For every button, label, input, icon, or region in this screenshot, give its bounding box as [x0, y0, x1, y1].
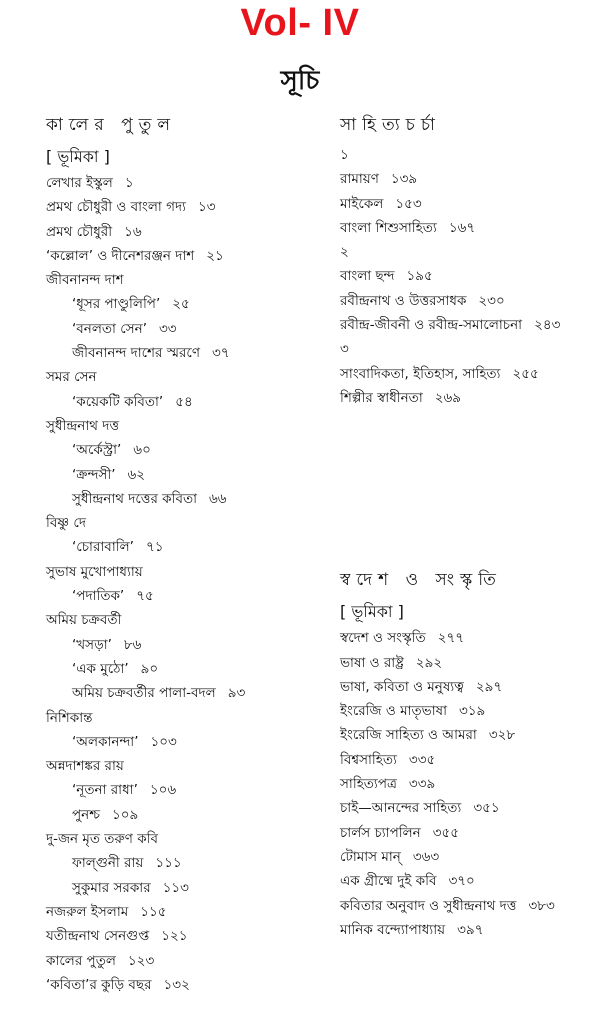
toc-entry	[340, 265, 595, 289]
toc-entry	[340, 652, 595, 676]
toc-entry	[340, 338, 595, 362]
toc-entry-title: পুনশ্চ	[72, 806, 100, 823]
toc-entry	[340, 217, 595, 241]
toc-entry-page: ২৫	[172, 296, 190, 313]
toc-entry-title: ‘চোরাবালি’	[72, 539, 134, 556]
toc-entry-page: ২৫৫	[512, 365, 539, 382]
toc-entry-page: ৩১৯	[459, 703, 486, 720]
page-heading: সূচি	[280, 66, 320, 96]
toc-entry-page: ২৩০	[478, 292, 505, 309]
toc-entry-title: বিষ্ণু দে	[46, 515, 86, 532]
toc-entry-page: ৭৫	[136, 588, 154, 605]
toc-entry-title: সমর সেন	[46, 369, 97, 386]
toc-entry	[46, 293, 321, 317]
toc-entry	[340, 676, 595, 700]
toc-entry-title: শিল্পীর স্বাধীনতা	[340, 389, 423, 406]
volume-label: Vol- IV	[240, 2, 360, 44]
toc-entry-page: ১৩৯	[390, 171, 418, 188]
toc-entry	[46, 391, 321, 415]
toc-entry-title: এক গ্রীষ্মে দুই কবি	[340, 873, 437, 890]
toc-entry-page: ১৬৭	[448, 219, 476, 236]
toc-entry-title: নিশিকান্ত	[46, 709, 93, 726]
toc-entry-title: ‘কল্লোল’ ও দীনেশরঞ্জন দাশ	[46, 247, 195, 264]
toc-entry-title: সুভাষ মুখোপাধ্যায়	[46, 563, 143, 580]
toc-entry-page: ১০৬	[149, 782, 177, 799]
toc-entry-title: বাংলা ছন্দ	[340, 268, 395, 285]
toc-entry	[46, 852, 321, 876]
toc-entry-page: ৩৩	[159, 320, 177, 337]
toc-entry-page: ১১৫	[140, 903, 167, 920]
toc-entry-title: ভাষা, কবিতা ও মনুষ্যত্ব	[340, 678, 464, 695]
toc-entry-page: ৫৪	[175, 393, 193, 410]
toc-entry	[46, 707, 321, 731]
toc-entry	[340, 822, 595, 846]
toc-entry-title: রবীন্দ্রনাথ ও উত্তরসাধক	[340, 292, 467, 309]
toc-entry-page: ১১১	[155, 855, 182, 872]
spacer	[340, 411, 595, 567]
toc-entry-page: ১৬	[124, 223, 142, 240]
toc-entry-title: রবীন্দ্র-জীবনী ও রবীন্দ্র-সমালোচনা	[340, 317, 523, 334]
toc-entry	[340, 387, 595, 411]
toc-entry-title: ‘এক মুঠো’	[72, 660, 129, 677]
toc-entry-page: ৩৫১	[473, 800, 500, 817]
toc-entry	[340, 627, 595, 651]
toc-entry	[46, 634, 321, 658]
toc-entry-page: ৮৬	[123, 636, 142, 653]
toc-entry	[46, 342, 321, 366]
toc-entry-title: ‘ধূসর পাণ্ডুলিপি’	[72, 296, 161, 313]
toc-entry-title: নজরুল ইসলাম	[46, 903, 129, 920]
toc-entry	[46, 415, 321, 439]
toc-entry-title: বিশ্বসাহিত্য	[340, 751, 397, 768]
toc-entry-title: ‘বনলতা সেন’	[72, 320, 148, 337]
toc-entry-title: ফাল্গুনী রায়	[72, 855, 144, 872]
toc-entry	[340, 144, 595, 168]
toc-entry	[340, 314, 595, 338]
toc-entry-title: ‘অলকানন্দা’	[72, 733, 139, 750]
toc-entry-page: ৩৩৫	[408, 751, 436, 768]
toc-entry-page: ১২১	[161, 928, 188, 945]
toc-entry	[46, 245, 321, 269]
toc-entry-title: মানিক বন্দ্যোপাধ্যায়	[340, 921, 446, 938]
toc-entry-title: ‘নূতনা রাধা’	[72, 782, 138, 799]
toc-entry-title: কালের পুতুল	[46, 952, 116, 969]
toc-entry-title: ৩	[340, 341, 349, 358]
toc-entry-title: রামায়ণ	[340, 171, 379, 188]
toc-entry	[340, 168, 595, 192]
toc-entry-title: ‘পদাতিক’	[72, 588, 125, 605]
toc-entry	[340, 700, 595, 724]
toc-list-left	[46, 172, 321, 998]
toc-entry-page: ১১৩	[162, 879, 189, 896]
toc-entry-title: জীবনানন্দ দাশের স্মরণে	[72, 345, 200, 362]
toc-entry-title: যতীন্দ্রনাথ সেনগুপ্ত	[46, 928, 150, 945]
toc-entry-page: ১০৩	[150, 733, 177, 750]
toc-entry	[340, 773, 595, 797]
toc-entry-title: অমিয় চক্রবর্তী	[46, 612, 122, 629]
toc-entry-title: চাই—আনন্দের সাহিত্য	[340, 800, 462, 817]
toc-entry-title: সুধীন্দ্রনাথ দত্ত	[46, 417, 120, 434]
toc-entry	[340, 797, 595, 821]
toc-entry-title: দু-জন মৃত তরুণ কবি	[46, 831, 159, 848]
section-title-kaler-putul: কালের পুতুল	[46, 115, 177, 135]
toc-entry-page: ২৯২	[415, 654, 443, 671]
toc-entry-page: ৬০	[133, 442, 151, 459]
toc-entry	[46, 609, 321, 633]
toc-entry	[46, 658, 321, 682]
toc-entry	[46, 804, 321, 828]
toc-entry-title: ইংরেজি সাহিত্য ও আমরা	[340, 727, 477, 744]
toc-entry-title: মাইকেল	[340, 195, 384, 212]
toc-entry	[340, 193, 595, 217]
toc-entry-page: ২৬৯	[434, 389, 462, 406]
toc-entry	[46, 950, 321, 974]
toc-entry-page: ৩৩৯	[408, 776, 436, 793]
toc-entry-title: ভাষা ও রাষ্ট্র	[340, 654, 404, 671]
toc-entry	[46, 682, 321, 706]
toc-entry-title: সাংবাদিকতা, ইতিহাস, সাহিত্য	[340, 365, 501, 382]
toc-entry-page: ৩৭	[212, 345, 230, 362]
toc-entry-title: চার্লস চ্যাপলিন	[340, 824, 421, 841]
toc-entry	[46, 731, 321, 755]
toc-entry-page: ৩৭০	[448, 873, 475, 890]
toc-entry-page: ২৭৭	[437, 630, 465, 647]
toc-entry-title: অন্নদাশঙ্কর রায়	[46, 758, 124, 775]
toc-entry-page: ১২৩	[127, 952, 155, 969]
toc-entry	[46, 536, 321, 560]
toc-entry	[46, 221, 321, 245]
toc-entry-page: ৬২	[127, 466, 146, 483]
section-bhumika-2: [ ভূমিকা ]	[340, 602, 404, 622]
toc-entry	[340, 846, 595, 870]
toc-entry-page: ১৯৫	[406, 268, 433, 285]
section-bhumika: [ ভূমিকা ]	[46, 147, 110, 166]
toc-entry-page: ১০৯	[111, 806, 139, 823]
right-column	[340, 112, 595, 943]
toc-entry	[46, 269, 321, 293]
toc-entry	[340, 241, 595, 265]
toc-list-right-2	[340, 627, 595, 943]
toc-entry-title: প্রমথ চৌধুরী	[46, 223, 113, 240]
toc-entry	[340, 919, 595, 943]
toc-list-right-1	[340, 144, 595, 411]
toc-entry	[46, 366, 321, 390]
toc-entry-title: ‘খসড়া’	[72, 636, 112, 653]
toc-entry-title: ইংরেজি ও মাতৃভাষা	[340, 703, 448, 720]
toc-entry	[46, 755, 321, 779]
left-column	[46, 112, 321, 998]
toc-entry-title: বাংলা শিশুসাহিত্য	[340, 219, 437, 236]
toc-entry-title: লেখার ইস্কুল	[46, 175, 113, 191]
section-title-swadesh-o-sanskriti: স্বদেশ ও সংস্কৃতি	[340, 570, 502, 591]
toc-entry	[46, 439, 321, 463]
toc-entry-page: ২৪৩	[534, 317, 561, 334]
toc-entry-title: টোমাস মান্	[340, 848, 401, 865]
toc-entry-title: ২	[340, 244, 349, 261]
toc-entry-title: জীবনানন্দ দাশ	[46, 272, 124, 289]
toc-entry-page: ২৯৭	[475, 678, 503, 695]
toc-entry-page: ৩৮৩	[528, 897, 555, 914]
toc-entry-title: স্বদেশ ও সংস্কৃতি	[340, 630, 426, 647]
toc-entry-title: প্রমথ চৌধুরী ও বাংলা গদ্য	[46, 199, 186, 216]
toc-entry	[46, 172, 321, 196]
toc-entry	[46, 196, 321, 220]
toc-entry-title: ‘কবিতা’র কুড়ি বছর	[46, 976, 152, 993]
toc-entry-title: কবিতার অনুবাদ ও সুধীন্দ্রনাথ দত্ত	[340, 897, 517, 914]
toc-entry-page: ৩৫৫	[432, 824, 460, 841]
toc-entry	[340, 363, 595, 387]
toc-entry	[340, 895, 595, 919]
toc-entry-page: ৯৩	[227, 685, 246, 702]
toc-entry-page: ৯০	[140, 660, 159, 677]
toc-entry-page: ৬৬	[209, 490, 227, 507]
toc-entry-page: ৩২৮	[488, 727, 516, 744]
toc-entry	[46, 488, 321, 512]
toc-entry-title: অমিয় চক্রবর্তীর পালা-বদল	[72, 685, 216, 702]
toc-entry	[340, 870, 595, 894]
toc-entry	[46, 877, 321, 901]
toc-entry	[46, 901, 321, 925]
toc-entry-title: ‘অর্কেস্ট্রা’	[72, 442, 122, 459]
toc-entry	[46, 585, 321, 609]
toc-entry-title: ‘কয়েকটি কবিতা’	[72, 393, 164, 410]
toc-entry-page: ৩৯৭	[457, 921, 484, 938]
toc-entry	[46, 318, 321, 342]
toc-entry-page: ১৩	[197, 199, 216, 216]
toc-entry-title: ‘ক্রন্দসী’	[72, 466, 116, 483]
toc-entry	[46, 464, 321, 488]
toc-entry-page: ১৫৩	[395, 195, 422, 212]
toc-entry	[46, 828, 321, 852]
toc-entry-page: ২১	[206, 247, 224, 264]
toc-entry	[46, 925, 321, 949]
toc-entry-page: ১	[124, 175, 134, 191]
toc-entry-page: ১৩২	[163, 976, 190, 993]
section-title-sahityacharcha: সাহিত্যচর্চা	[340, 115, 441, 135]
toc-entry	[340, 749, 595, 773]
toc-entry-page: ৭১	[145, 539, 164, 556]
toc-entry	[340, 724, 595, 748]
toc-entry-title: সাহিত্যপত্র	[340, 776, 397, 793]
toc-entry-title: সুকুমার সরকার	[72, 879, 151, 896]
toc-entry	[46, 512, 321, 536]
toc-entry-page: ৩৬৩	[412, 848, 440, 865]
toc-entry	[46, 974, 321, 998]
toc-entry-title: সুধীন্দ্রনাথ দত্তের কবিতা	[72, 490, 198, 507]
toc-entry	[340, 290, 595, 314]
toc-entry-title: ১	[340, 147, 349, 163]
toc-entry	[46, 779, 321, 803]
toc-entry	[46, 561, 321, 585]
